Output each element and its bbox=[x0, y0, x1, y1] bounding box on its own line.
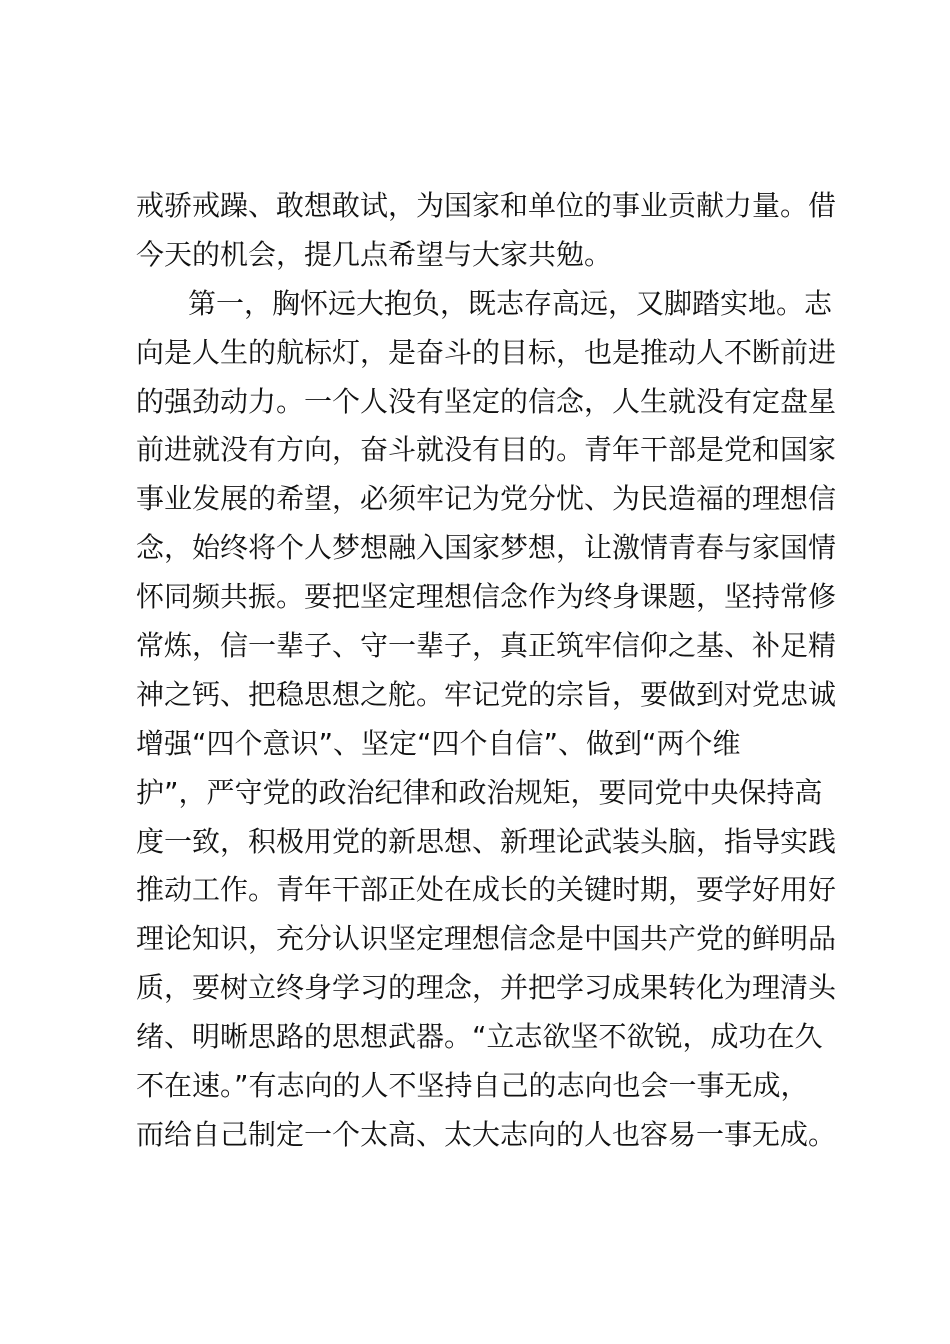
text-line: 的强劲动力。一个人没有坚定的信念，人生就没有定盘星 bbox=[136, 384, 837, 418]
text-line: 绪、明晰思路的思想武器。“立志欲坚不欲锐，成功在久 bbox=[136, 1020, 823, 1054]
text-line: 今天的机会，提几点希望与大家共勉。 bbox=[136, 237, 613, 271]
text-line: 不在速。”有志向的人不坚持自己的志向也会一事无成， bbox=[136, 1069, 809, 1103]
text-line: 神之钙、把稳思想之舵。牢记党的宗旨，要做到对党忠诚 bbox=[136, 677, 837, 711]
text-line: 事业发展的希望，必须牢记为党分忧、为民造福的理想信 bbox=[136, 482, 837, 516]
text-line: 理论知识，充分认识坚定理想信念是中国共产党的鲜明品 bbox=[136, 922, 837, 956]
text-line: 增强“四个意识”、坚定“四个自信”、做到“两个维 bbox=[136, 726, 741, 760]
body-text bbox=[136, 182, 836, 1160]
text-line: 戒骄戒躁、敢想敢试，为国家和单位的事业贡献力量。借 bbox=[136, 189, 837, 222]
text-line: 向是人生的航标灯，是奋斗的目标，也是推动人不断前进 bbox=[136, 335, 837, 369]
text-line: 质，要树立终身学习的理念，并把学习成果转化为理清头 bbox=[136, 971, 837, 1005]
text-line: 怀同频共振。要把坚定理想信念作为终身课题，坚持常修 bbox=[136, 580, 837, 614]
text-line: 而给自己制定一个太高、太大志向的人也容易一事无成。 bbox=[136, 1117, 837, 1151]
text-line: 常炼，信一辈子、守一辈子，真正筑牢信仰之基、补足精 bbox=[136, 629, 837, 663]
text-line: 度一致，积极用党的新思想、新理论武装头脑，指导实践 bbox=[136, 824, 837, 858]
paragraph-first-line: 第一，胸怀远大抱负，既志存高远，又脚踏实地。志 bbox=[188, 286, 833, 320]
text-line: 念，始终将个人梦想融入国家梦想，让激情青春与家国情 bbox=[136, 531, 837, 565]
text-line: 护”，严守党的政治纪律和政治规矩，要同党中央保持高 bbox=[136, 775, 823, 809]
text-line: 推动工作。青年干部正处在成长的关键时期，要学好用好 bbox=[136, 873, 837, 907]
text-line: 前进就没有方向，奋斗就没有目的。青年干部是党和国家 bbox=[136, 433, 837, 467]
